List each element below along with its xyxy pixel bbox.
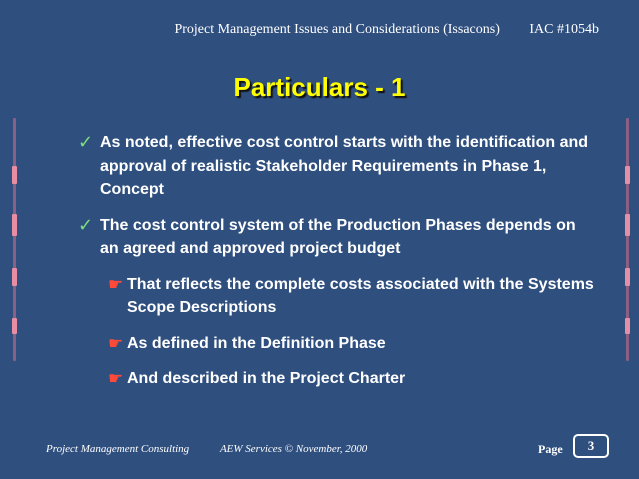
bullet-text: As noted, effective cost control starts with the identification and approval of realistic Stakeholder Requirements in Phase 1, Concept: [100, 134, 589, 198]
page-number-box: [573, 434, 609, 458]
page-number: 3: [587, 438, 595, 453]
sub-bullet-text: And described in the Project Charter: [127, 370, 406, 387]
bullet-item: [78, 131, 598, 202]
header-code: IAC #1054b: [529, 22, 599, 37]
footer-company: Project Management Consulting: [46, 443, 190, 455]
sub-bullet-text: As defined in the Definition Phase: [127, 334, 386, 352]
sub-bullet-text: That reflects the complete costs associated with the Systems Scope Descriptions: [127, 275, 594, 316]
slide-header: [174, 22, 599, 38]
slide-title: Particulars - 1: [233, 72, 406, 102]
left-decorative-line: [13, 118, 16, 361]
bullet-text: The cost control system of the Production Phases depends on an agreed and approved project budget: [100, 216, 576, 257]
bullet-list: [78, 131, 598, 403]
right-decorative-line: [626, 118, 629, 361]
page-label: Page: [538, 442, 563, 456]
sub-bullet-item: [78, 273, 598, 320]
sub-bullet-item: [78, 332, 598, 356]
sub-bullet-item: [78, 367, 598, 391]
header-title: Project Management Issues and Considerations (Issacons): [174, 22, 500, 37]
pointing-hand-icon: ☛: [108, 369, 124, 389]
pointing-hand-icon: ☛: [108, 333, 124, 354]
pointing-hand-icon: ☛: [108, 274, 124, 295]
footer-copyright: AEW Services © November, 2000: [219, 443, 368, 455]
slide-footer: [46, 443, 367, 455]
check-icon: ✓: [78, 214, 94, 236]
bullet-item: [78, 214, 598, 261]
check-icon: ✓: [78, 132, 94, 153]
